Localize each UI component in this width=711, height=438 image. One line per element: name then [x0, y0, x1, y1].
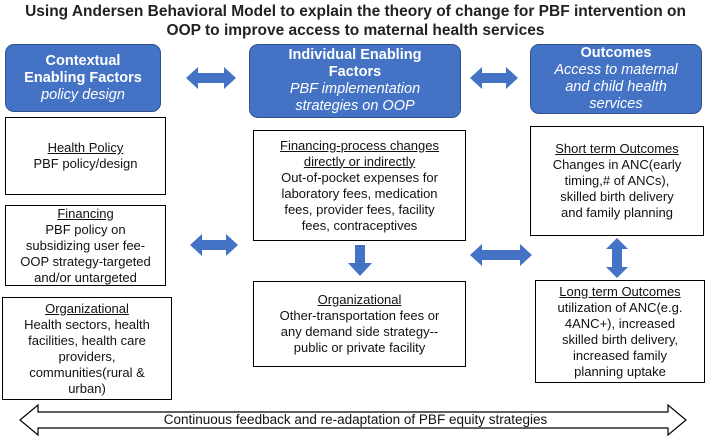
individual-heading-1: Individual Enabling	[288, 47, 422, 63]
financing-process-line: fees, contraceptives	[301, 217, 418, 233]
long-term-line: planning uptake	[574, 363, 666, 379]
short-term-line: timing,# of ANCs),	[564, 173, 670, 188]
organizational-left-line: Health sectors, health	[24, 316, 150, 332]
financing-title: Financing	[57, 205, 114, 221]
long-term-line: increased family	[573, 347, 667, 363]
outcomes-sub-3: services	[589, 96, 643, 112]
organizational-mid-line: any demand side strategy--	[280, 324, 439, 339]
title-line-1: Using Andersen Behavioral Model to explain the theory of change for PBF intervention on	[25, 3, 686, 20]
contextual-heading-1: Contextual	[45, 52, 121, 69]
long-term-line: 4ANC+), increased	[564, 315, 676, 331]
organizational-left-line: communities(rural &	[29, 364, 145, 380]
financing-line: OOP strategy-targeted	[20, 253, 151, 269]
financing-process-line: Out-of-pocket expenses for	[281, 169, 438, 185]
outcomes-sub-2: and child health	[565, 79, 667, 95]
financing-process-line: fees, provider fees, facility	[284, 201, 435, 217]
title-line-2: OOP to improve access to maternal health services	[166, 22, 545, 39]
organizational-left-line: urban)	[68, 380, 106, 396]
footer-feedback-label: Continuous feedback and re-adaptation of PBF equity strategies	[163, 412, 548, 427]
financing-line: and/or untargeted	[34, 269, 137, 285]
organizational-left-line: providers,	[58, 348, 116, 364]
financing-process-title-1: Financing-process changes	[280, 137, 439, 153]
short-term-line: and family planning	[560, 205, 674, 220]
short-term-line: skilled birth delivery	[560, 189, 674, 204]
financing-process-title-2: directly or indirectly	[303, 153, 416, 169]
double-arrow-short-long-term	[606, 238, 628, 278]
short-term-line: Changes in ANC(early	[552, 157, 682, 172]
individual-heading-2: Factors	[328, 64, 382, 80]
double-arrow-individual-outcomes	[470, 67, 518, 89]
outcomes-sub-1: Access to maternal	[554, 62, 678, 78]
short-term-title: Short term Outcomes	[555, 141, 679, 156]
organizational-left-title: Organizational	[45, 300, 129, 316]
financing-line: subsidizing user fee-	[25, 237, 146, 253]
organizational-left-line: facilities, health care	[28, 332, 146, 348]
health-policy-line: PBF policy/design	[33, 156, 138, 171]
down-arrow-middle	[348, 245, 372, 276]
contextual-heading-2: Enabling Factors	[24, 69, 142, 86]
double-arrow-financing-middle	[190, 234, 238, 256]
double-arrow-middle-outcomes	[470, 244, 532, 266]
individual-sub-2: strategies on OOP	[295, 98, 415, 114]
outcomes-heading: Outcomes	[580, 45, 652, 61]
long-term-title: Long term Outcomes	[559, 283, 681, 299]
long-term-line: utilization of ANC(e.g.	[557, 299, 683, 315]
health-policy-title: Health Policy	[47, 140, 124, 155]
long-term-line: skilled birth delivery,	[561, 331, 679, 347]
individual-sub-1: PBF implementation	[289, 81, 421, 97]
organizational-mid-line: Other-transportation fees or	[279, 308, 440, 323]
contextual-sub: policy design	[41, 86, 125, 103]
double-arrow-contextual-individual	[186, 67, 236, 89]
financing-line: PBF policy on	[45, 221, 126, 237]
organizational-mid-line: public or private facility	[293, 340, 426, 355]
organizational-mid-title: Organizational	[317, 292, 402, 307]
financing-process-line: laboratory fees, medication	[281, 185, 438, 201]
